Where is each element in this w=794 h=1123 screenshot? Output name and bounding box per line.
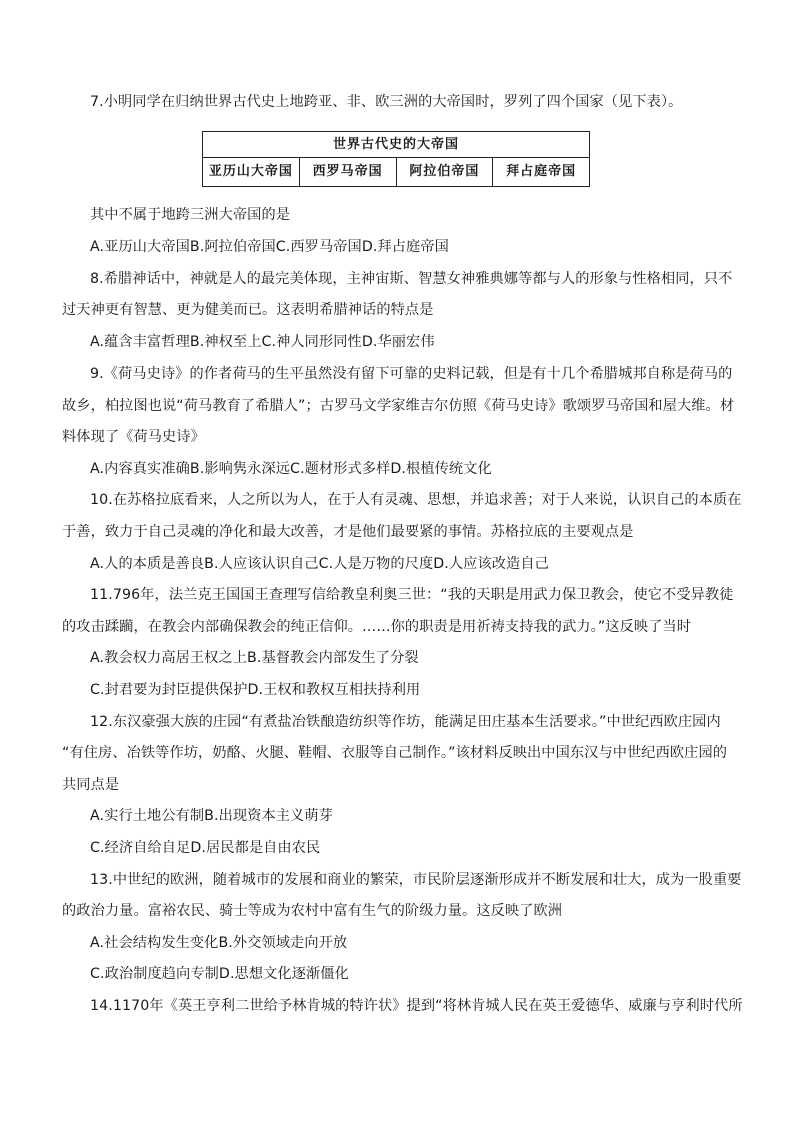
q12-line3: 共同点是: [62, 777, 120, 793]
table-cell: 亚历山大帝国: [203, 158, 300, 186]
table-cell: 西罗马帝国: [300, 158, 397, 186]
q11-options2: C.封君要为封臣提供保护D.王权和教权互相扶持利用: [90, 682, 421, 698]
q12-line1: 12.东汉豪强大族的庄园“有煮盐冶铁酿造纺织等作坊，能满足田庄基本生活要求。”中世纪西欧庄园内: [90, 714, 721, 730]
q9-line1: 9.《荷马史诗》的作者荷马的生平虽然没有留下可靠的史料记载，但是有十几个希腊城邦自称是荷马的: [90, 366, 733, 382]
q9-options: A.内容真实准确B.影响隽永深远C.题材形式多样D.根植传统文化: [90, 461, 492, 477]
q13-line2: 的政治力量。富裕农民、骑士等成为农村中富有生气的阶级力量。这反映了欧洲: [62, 903, 563, 919]
empires-table: [202, 131, 590, 187]
q8-line1: 8.希腊神话中，神就是人的最完美体现，主神宙斯、智慧女神雅典娜等都与人的形象与性格相同，只不: [90, 271, 733, 287]
empires-table-title: 世界古代史的大帝国: [203, 132, 589, 158]
q7-question: 其中不属于地跨三洲大帝国的是: [90, 207, 291, 223]
table-cell: 阿拉伯帝国: [397, 158, 494, 186]
empires-table-row: [203, 158, 589, 186]
q7-options: A.亚历山大帝国B.阿拉伯帝国C.西罗马帝国D.拜占庭帝国: [90, 239, 449, 255]
q8-options: A.蕴含丰富哲理B.神权至上C.神人同形同性D.华丽宏伟: [90, 334, 435, 350]
q13-line1: 13.中世纪的欧洲，随着城市的发展和商业的繁荣，市民阶层逐渐形成并不断发展和壮大，成为一股重要: [90, 872, 742, 888]
q11-line1: 11.796年，法兰克王国国王查理写信给教皇利奥三世：“我的天职是用武力保卫教会，使它不受异教徒: [90, 587, 734, 603]
q11-options1: A.教会权力高居王权之上B.基督教会内部发生了分裂: [90, 650, 419, 666]
q13-options1: A.社会结构发生变化B.外交领域走向开放: [90, 935, 348, 951]
q14-line1: 14.1170年《英王亨利二世给予林肯城的特许状》提到“将林肯城人民在英王爱德华、威廉与亨利时代所: [90, 998, 743, 1014]
q7-stem: 7.小明同学在归纳世界古代史上地跨亚、非、欧三洲的大帝国时，罗列了四个国家（见下表）。: [90, 94, 683, 110]
q9-line2: 故乡，柏拉图也说“荷马教育了希腊人”；古罗马文学家维吉尔仿照《荷马史诗》歌颂罗马帝国和屋大维。材: [62, 398, 735, 414]
q10-line1: 10.在苏格拉底看来，人之所以为人，在于人有灵魂、思想，并追求善；对于人来说，认识自己的本质在: [90, 492, 742, 508]
q10-line2: 于善，致力于自己灵魂的净化和最大改善，才是他们最要紧的事情。苏格拉底的主要观点是: [62, 524, 634, 540]
q8-line2: 过天神更有智慧、更为健美而已。这表明希腊神话的特点是: [62, 302, 434, 318]
q11-line2: 的攻击蹂躏，在教会内部确保教会的纯正信仰。……你的职责是用祈祷支持我的武力。”这反映了当时: [62, 619, 692, 635]
q12-options2: C.经济自给自足D.居民都是自由农民: [90, 840, 321, 856]
table-cell: 拜占庭帝国: [506, 164, 577, 179]
q9-line3: 料体现了《荷马史诗》: [62, 429, 205, 445]
q12-line2: “有住房、冶铁等作坊，奶酪、火腿、鞋帽、衣服等自己制作。”该材料反映出中国东汉与中世纪西欧庄园的: [62, 745, 728, 761]
q13-options2: C.政治制度趋向专制D.思想文化逐渐僵化: [90, 966, 349, 982]
q12-options1: A.实行土地公有制B.出现资本主义萌芽: [90, 808, 333, 824]
q10-options: A.人的本质是善良B.人应该认识自己C.人是万物的尺度D.人应该改造自己: [90, 556, 549, 572]
